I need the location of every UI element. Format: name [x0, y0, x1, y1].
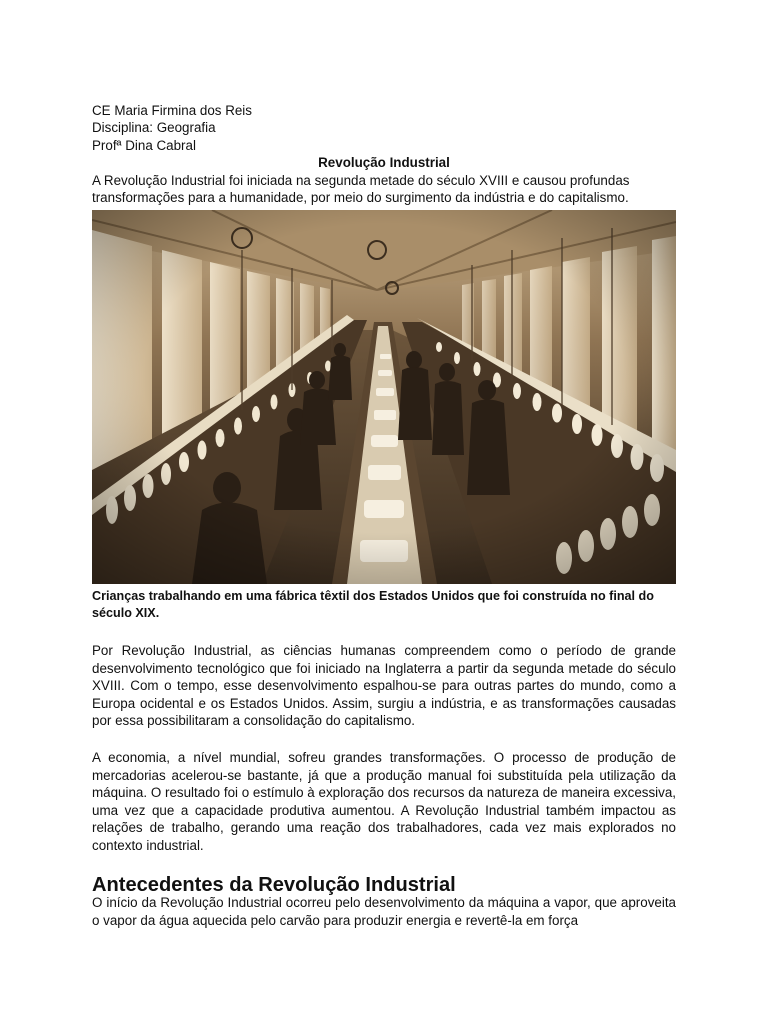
- paragraph-economic-transformations: A economia, a nível mundial, sofreu grandes transformações. O processo de produção de mercadorias acelerou-se bastante, já que a produção manual foi substituída pela utilização da máquina. O resultado foi o estímulo à exploração dos recursos da natureza de maneira excessiva, uma vez que a capacidade produtiva aumentou. A Revolução Industrial também impactou as relações de trabalho, gerando uma reação dos trabalhadores, cada vez mais explorados no contexto industrial.: [92, 750, 676, 853]
- document-title: Revolução Industrial: [318, 155, 450, 171]
- section-title-antecedents: Antecedentes da Revolução Industrial: [92, 873, 456, 896]
- teacher-line: Profª Dina Cabral: [92, 137, 196, 153]
- paragraph-antecedents: O início da Revolução Industrial ocorreu pelo desenvolvimento da máquina a vapor, que aproveita o vapor da água aquecida pelo carvão para produzir energia e revertê-la em força: [92, 895, 676, 928]
- document-header: [92, 102, 676, 154]
- school-name: CE Maria Firmina dos Reis: [92, 103, 252, 118]
- photo-caption: Crianças trabalhando em uma fábrica têxtil dos Estados Unidos que foi construída no final do século XIX.: [92, 589, 654, 621]
- discipline-line: Disciplina: Geografia: [92, 120, 216, 136]
- paragraph-industrial-revolution-definition: Por Revolução Industrial, as ciências humanas compreendem como o período de grande desenvolvimento tecnológico que foi iniciado na Inglaterra a partir da segunda metade do século XVIII. Com o tempo, esse desenvolvimento espalhou-se para outras partes do mundo, como a Europa ocidental e os Estados Unidos. Assim, surgiu a indústria, e as transformações causadas por essa possibilitaram a consolidação do capitalismo.: [92, 643, 676, 729]
- textile-factory-photo: [92, 210, 676, 584]
- intro-paragraph: A Revolução Industrial foi iniciada na segunda metade do século XVIII e causou profundas transformações para a humanidade, por meio do surgimento da indústria e do capitalismo.: [92, 172, 630, 206]
- factory-photo-illustration: [92, 210, 676, 584]
- document-page: [92, 102, 676, 929]
